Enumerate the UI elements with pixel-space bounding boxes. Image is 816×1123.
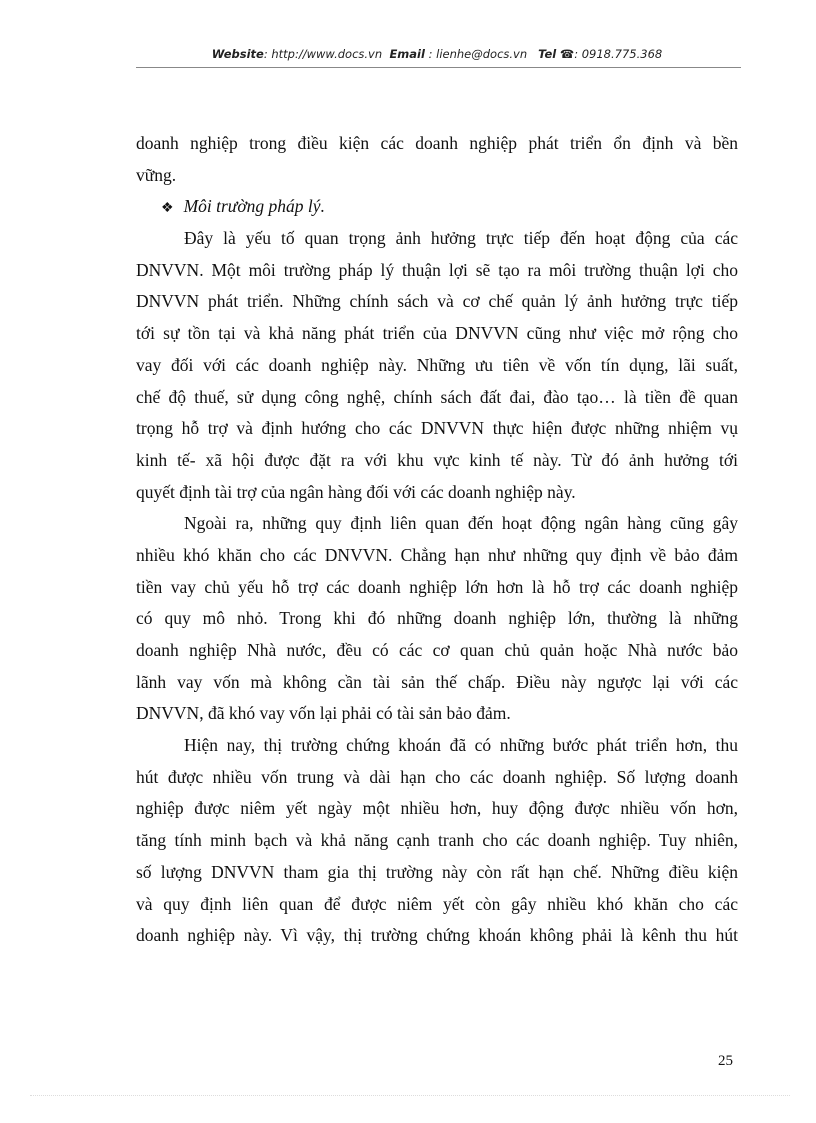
text-line: DNVVN phát triển. Những chính sách và cơ chế quản lý ảnh hưởng trực tiếp [136, 291, 738, 312]
document-body [136, 128, 738, 952]
text-line: có quy mô nhỏ. Trong khi đó những doanh nghiệp lớn, thường là những [136, 608, 738, 629]
paragraph [136, 508, 738, 730]
text-line: chế độ thuế, sử dụng công nghệ, chính sách đất đai, đào tạo… là tiền đề quan [136, 386, 738, 407]
heading-text: Môi trường pháp lý. [183, 196, 325, 217]
page-number: 25 [718, 1053, 733, 1069]
text-line: doanh nghiệp trong điều kiện các doanh nghiệp phát triển ổn định và bền [136, 133, 738, 153]
diamond-bullet-icon: ❖ [161, 201, 174, 217]
text-line: nhiều khó khăn cho các DNVVN. Chẳng hạn như những quy định về bảo đảm [136, 544, 738, 565]
text-line: tăng tính minh bạch và khả năng cạnh tranh cho các doanh nghiệp. Tuy nhiên, [136, 830, 738, 851]
heading-line [136, 191, 738, 223]
text-line: doanh nghiệp này. Vì vậy, thị trường chứng khoán không phải là kênh thu hút [136, 925, 738, 946]
website-url: : http://www.docs.vn [263, 47, 383, 61]
text-line: Ngoài ra, những quy định liên quan đến hoạt động ngân hàng cũng gây [184, 513, 738, 534]
text-line: trọng hỗ trợ và định hướng cho các DNVVN thực hiện được những nhiệm vụ [136, 418, 738, 439]
paragraph [136, 223, 738, 508]
text-line: DNVVN. Một môi trường pháp lý thuận lợi sẽ tạo ra môi trường thuận lợi cho [136, 259, 738, 280]
text-line: quyết định tài trợ của ngân hàng đối với các doanh nghiệp này. [136, 481, 576, 502]
tel-number: : 0918.775.368 [574, 47, 663, 61]
text-line: vay đối với các doanh nghiệp này. Những ưu tiên về vốn tín dụng, lãi suất, [136, 354, 738, 375]
text-line: nghiệp được niêm yết ngày một nhiều hơn, huy động được nhiều vốn hơn, [136, 798, 738, 819]
text-line: vững. [136, 164, 177, 185]
text-line: doanh nghiệp Nhà nước, đều có các cơ quan chủ quản hoặc Nhà nước bảo [136, 640, 738, 660]
text-line: Hiện nay, thị trường chứng khoán đã có những bước phát triển hơn, thu [184, 735, 738, 756]
text-line: lãnh vay vốn mà không cần tài sản thế chấp. Điều này ngược lại với các [136, 671, 738, 692]
page-bottom-border [30, 1095, 790, 1096]
text-line: kinh tế- xã hội được đặt ra với khu vực kinh tế này. Từ đó ảnh hưởng tới [136, 449, 738, 470]
page-header [136, 47, 738, 61]
text-line: số lượng DNVVN tham gia thị trường này còn rất hạn chế. Những điều kiện [136, 861, 738, 882]
paragraph [136, 730, 738, 952]
email-label: Email [389, 47, 425, 61]
tel-label: Tel [538, 47, 557, 61]
paragraph [136, 128, 738, 191]
section-heading [136, 191, 738, 223]
phone-icon: ☎ [559, 47, 575, 61]
header-divider [136, 67, 741, 68]
text-line: hút được nhiều vốn trung và dài hạn cho các doanh nghiệp. Số lượng doanh [136, 766, 738, 787]
text-line: tới sự tồn tại và khả năng phát triển của DNVVN cũng như việc mở rộng cho [136, 323, 738, 344]
text-line: và quy định liên quan để được niêm yết còn gây nhiều khó khăn cho các [136, 893, 738, 914]
text-line: DNVVN, đã khó vay vốn lại phải có tài sản bảo đảm. [136, 703, 511, 724]
text-line: Đây là yếu tố quan trọng ảnh hưởng trực tiếp đến hoạt động của các [184, 228, 738, 249]
text-line: tiền vay chủ yếu hỗ trợ các doanh nghiệp lớn hơn là hỗ trợ các doanh nghiệp [136, 576, 738, 597]
email-address: : lienhe@docs.vn [424, 47, 528, 61]
website-label: Website [211, 47, 264, 61]
